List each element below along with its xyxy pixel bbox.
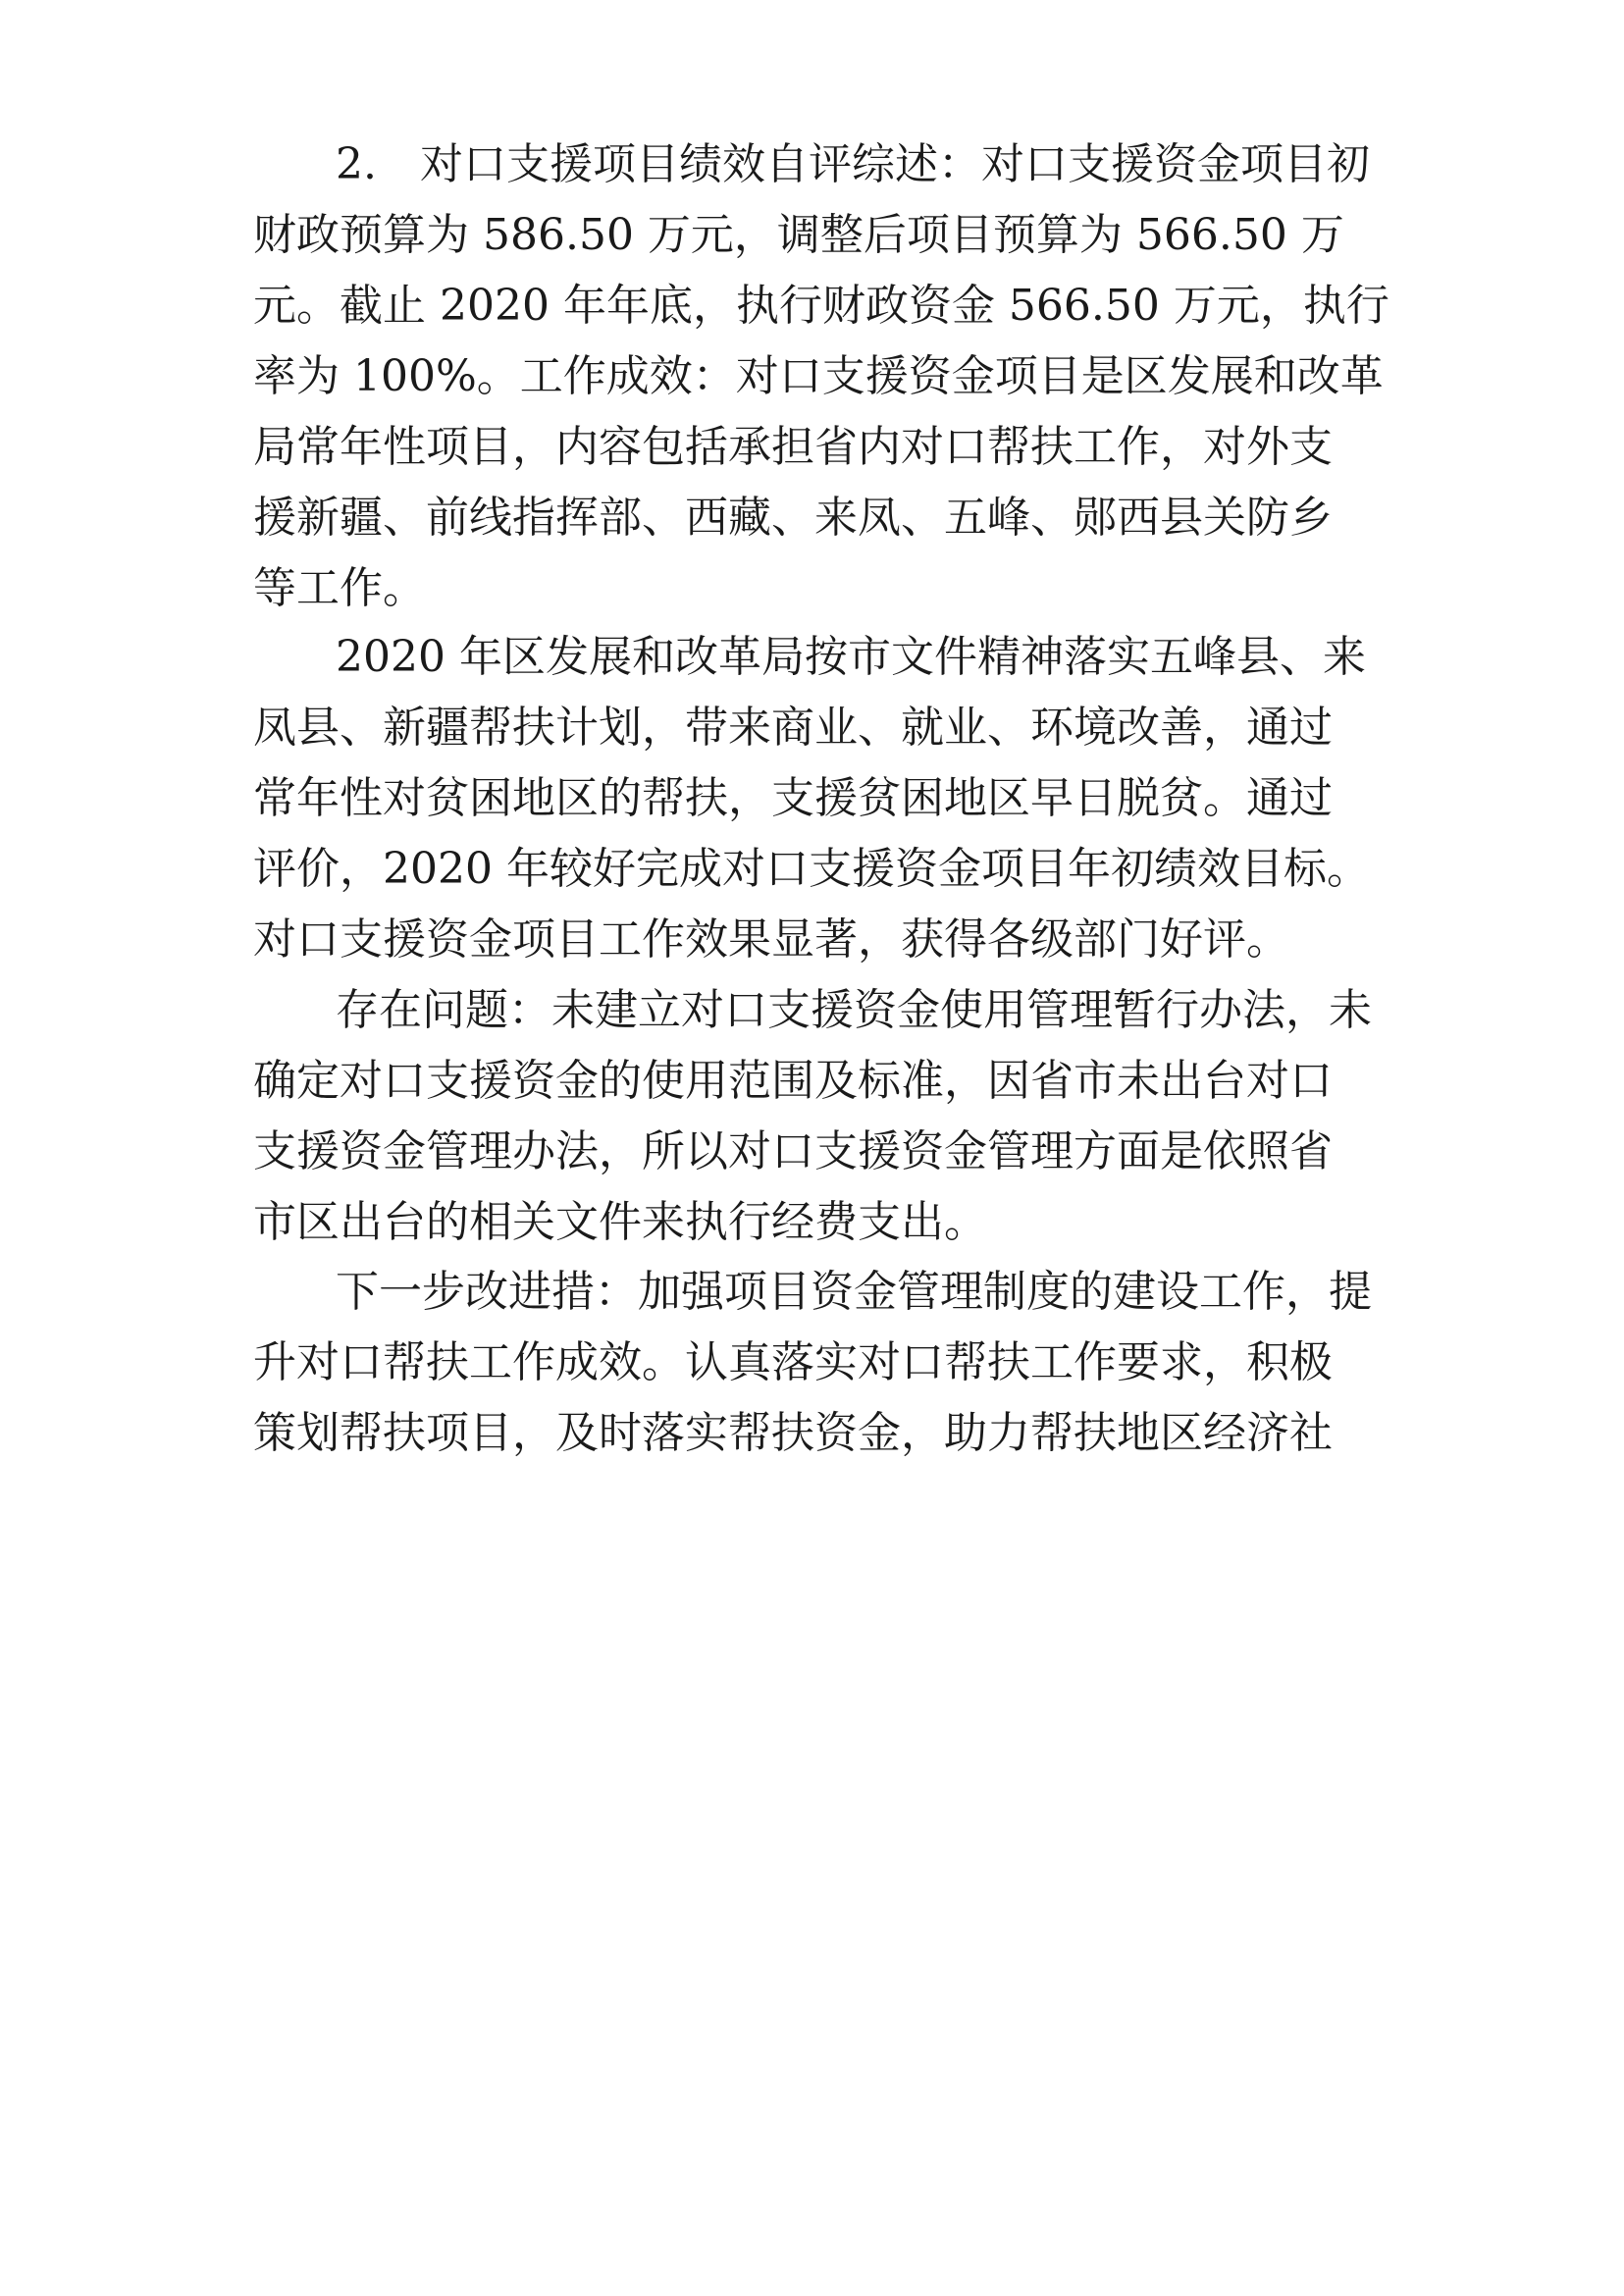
paragraph-4-line-1: 下一步改进措：加强项目资金管理制度的建设工作，提 xyxy=(336,1267,1372,1317)
paragraph-1-line-5: 局常年性项目，内容包括承担省内对口帮扶工作，对外支 xyxy=(253,422,1333,472)
paragraph-2-line-1: 2020 年区发展和改革局按市文件精神落实五峰县、来 xyxy=(336,632,1366,682)
paragraph-2-line-3: 常年性对贫困地区的帮扶，支援贫困地区早日脱贫。通过 xyxy=(253,773,1333,823)
paragraph-3-line-4: 市区出台的相关文件来执行经费支出。 xyxy=(253,1197,987,1247)
paragraph-3-line-1: 存在问题：未建立对口支援资金使用管理暂行办法，未 xyxy=(336,985,1372,1035)
paragraph-3-line-3: 支援资金管理办法，所以对口支援资金管理方面是依照省 xyxy=(253,1126,1333,1176)
paragraph-1-line-1: 2. 对口支援项目绩效自评综述：对口支援资金项目初 xyxy=(336,139,1370,189)
paragraph-2-line-5: 对口支援资金项目工作效果显著，获得各级部门好评。 xyxy=(253,914,1289,965)
paragraph-1-line-3: 元。截止 2020 年年底，执行财政资金 566.50 万元，执行 xyxy=(253,281,1389,331)
paragraph-1-line-4: 率为 100%。工作成效：对口支援资金项目是区发展和改革 xyxy=(253,351,1384,401)
paragraph-2-line-4: 评价，2020 年较好完成对口支援资金项目年初绩效目标。 xyxy=(253,844,1370,894)
paragraph-1-line-7: 等工作。 xyxy=(253,563,426,613)
paragraph-4-line-2: 升对口帮扶工作成效。认真落实对口帮扶工作要求，积极 xyxy=(253,1337,1333,1387)
paragraph-1-line-2: 财政预算为 586.50 万元，调整后项目预算为 566.50 万 xyxy=(253,210,1344,260)
paragraph-2-line-2: 凤县、新疆帮扶计划，带来商业、就业、环境改善，通过 xyxy=(253,703,1333,753)
paragraph-1-line-6: 援新疆、前线指挥部、西藏、来凤、五峰、郧西县关防乡 xyxy=(253,493,1333,543)
paragraph-4-line-3: 策划帮扶项目，及时落实帮扶资金，助力帮扶地区经济社 xyxy=(253,1408,1333,1458)
paragraph-3-line-2: 确定对口支援资金的使用范围及标准，因省市未出台对口 xyxy=(253,1056,1333,1106)
